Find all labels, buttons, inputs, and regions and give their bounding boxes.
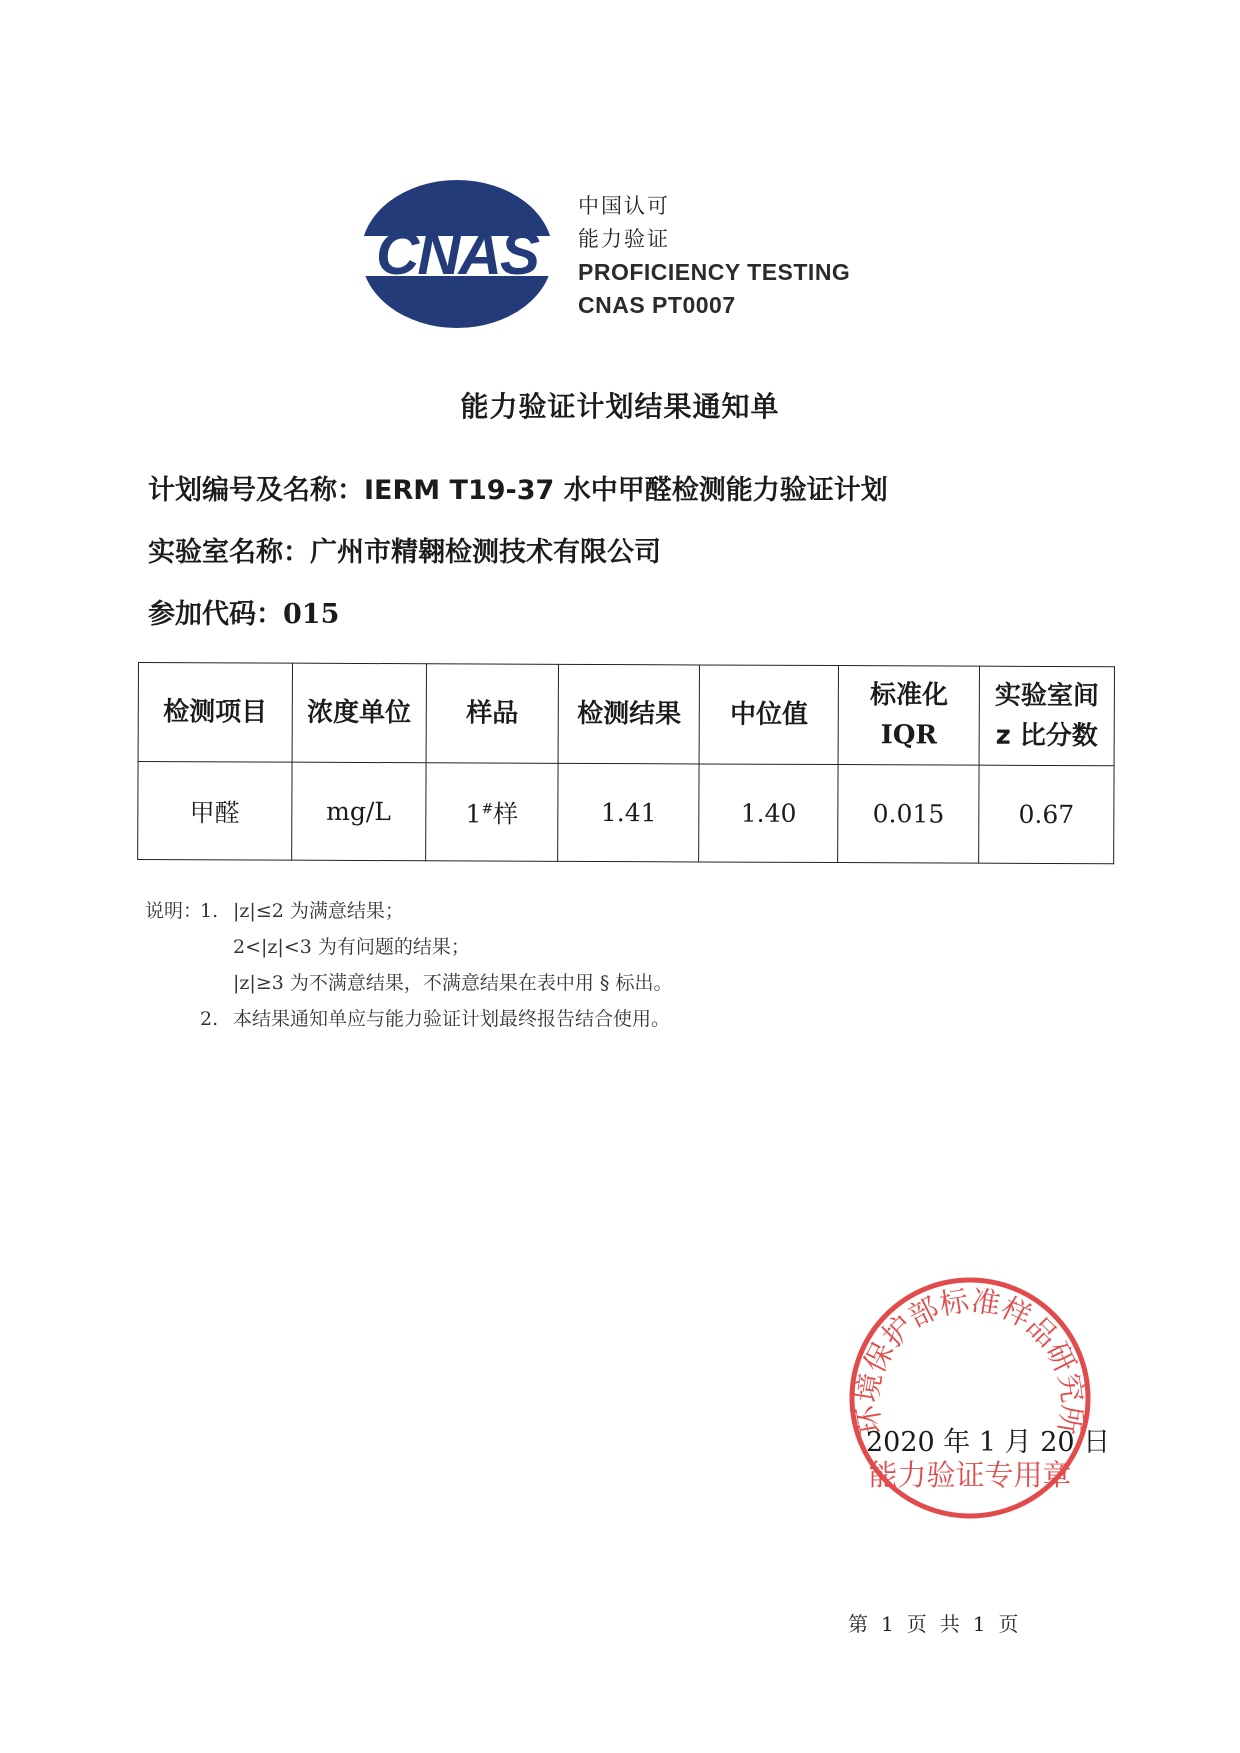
footer-ye: 页	[906, 1612, 930, 1636]
lab-line	[148, 530, 661, 569]
note-row-1	[145, 893, 672, 929]
table-header-row	[138, 663, 1114, 766]
cell-item: 甲醛	[138, 762, 292, 861]
note-1-text-a: |z|≤2 为满意结果；	[233, 900, 404, 922]
footer-ye-2: 页	[998, 1612, 1022, 1636]
logo-caption-line2: 能力验证	[578, 227, 670, 251]
results-table	[137, 662, 1115, 864]
logo-caption	[578, 190, 850, 322]
note-2-number: 2.	[200, 1008, 219, 1030]
header-sample: 样品	[426, 664, 559, 764]
note-2-text: 本结果通知单应与能力验证计划最终报告结合使用。	[233, 1008, 671, 1030]
header-median: 中位值	[699, 665, 838, 765]
cell-sample-text: 样	[493, 799, 519, 829]
note-row-1b: 2<|z|<3 为有问题的结果；	[233, 936, 470, 958]
plan-label: 计划编号及名称：	[148, 475, 364, 506]
code-value: 015	[283, 599, 340, 630]
header-niqr	[838, 666, 979, 766]
cell-sample-sup: #	[481, 800, 494, 817]
page-number-footer	[848, 1608, 1031, 1637]
note-row-1c: |z|≥3 为不满意结果，不满意结果在表中用 § 标出。	[233, 972, 673, 994]
cell-z: 0.67	[979, 765, 1114, 864]
plan-line	[148, 468, 888, 507]
cell-median: 1.40	[699, 764, 838, 863]
code-label: 参加代码：	[148, 599, 283, 630]
header-unit: 浓度单位	[292, 663, 426, 763]
header-result: 检测结果	[559, 664, 700, 764]
cell-sample-num: 1	[465, 798, 482, 828]
document-title: 能力验证计划结果通知单	[460, 390, 780, 423]
seal-bottom-text: 能力验证专用章	[868, 1458, 1072, 1492]
cnas-logo	[355, 178, 560, 330]
seal-arc-text: 环境保护部标准样品研究所	[850, 1283, 1090, 1438]
official-seal	[845, 1273, 1095, 1523]
header-z-line1: 实验室间	[994, 680, 1099, 712]
footer-current-page: 1	[881, 1612, 897, 1636]
footer-total-pages: 1	[972, 1612, 989, 1636]
lab-value: 广州市精翱检测技术有限公司	[310, 537, 661, 568]
issue-date: 2020 年 1 月 20 日	[866, 1427, 1111, 1458]
header-item: 检测项目	[138, 663, 292, 763]
header-z	[979, 666, 1114, 766]
logo-caption-line3: PROFICIENCY TESTING	[578, 259, 851, 285]
notes-label: 说明：	[145, 900, 203, 922]
cell-unit: mg/L	[291, 762, 425, 861]
cell-result: 1.41	[558, 763, 699, 862]
header-niqr-line1: 标准化	[869, 680, 949, 711]
lab-label: 实验室名称：	[148, 537, 310, 568]
cell-niqr: 0.015	[838, 765, 979, 864]
footer-gong: 共	[939, 1612, 963, 1636]
header-niqr-line2: IQR	[880, 720, 938, 751]
plan-value: IERM T19-37 水中甲醛检测能力验证计划	[364, 475, 888, 506]
code-line	[148, 592, 339, 631]
header-z-line2: z 比分数	[995, 720, 1098, 752]
note-1-number: 1.	[200, 900, 219, 922]
cell-sample	[425, 763, 558, 862]
table-row	[138, 762, 1114, 864]
logo-mark-text: CNAS	[375, 220, 539, 287]
footer-di: 第	[848, 1612, 871, 1636]
notes	[145, 893, 672, 1037]
logo-caption-line4: CNAS PT0007	[578, 292, 736, 318]
logo-caption-line1: 中国认可	[578, 194, 670, 218]
note-row-2	[145, 1001, 672, 1037]
